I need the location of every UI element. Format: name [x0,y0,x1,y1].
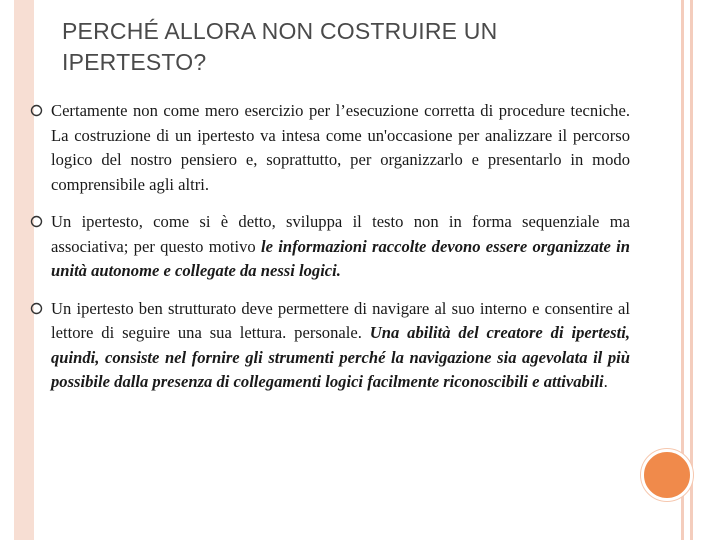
accent-circle-decoration [641,449,693,501]
bullet-emphasis-text: Una abilità del creatore di ipertesti, quindi, consiste nel fornire gli strumenti perché la navigazione sia agevolata il più possibile dalla presenza di collegamenti logici facilmente riconoscibili e attivabili [51,323,630,391]
bullet-plain-text: Certamente non come mero esercizio per l’esecuzione corretta di procedure tecniche. La costruzione di un ipertesto va intesa come un'occasione per analizzare il percorso logico del nostro pensiero e, soprattutto, per organizzarlo e presentarlo in modo comprensibile agli altri. [51,101,630,194]
bullet-plain-text: Un ipertesto, come si è detto, sviluppa il testo non in forma sequenziale ma associativa; per questo motivo [51,212,630,256]
bullet-text [51,101,630,194]
bullet-item [30,297,630,395]
bullet-plain-text: Un ipertesto ben strutturato deve permettere di navigare al suo interno e consentire al lettore di seguire una sua lettura. personale. [51,298,630,342]
slide-title: PERCHÉ ALLORA NON COSTRUIRE UN IPERTESTO? [62,18,498,75]
bullet-text [51,299,630,392]
bullet-emphasis-text: le informazioni raccolte devono essere organizzate in unità autonome e collegate da nessi logici. [51,236,630,280]
right-decorative-line [690,0,693,540]
open-circle-bullet-icon [30,215,43,228]
bullet-tail-text: . [603,372,608,391]
open-circle-bullet-icon [30,302,43,315]
bullet-list [30,99,630,408]
bullet-text [51,212,630,280]
open-circle-bullet-icon [30,104,43,117]
bullet-item [30,99,630,197]
bullet-item [30,210,630,284]
